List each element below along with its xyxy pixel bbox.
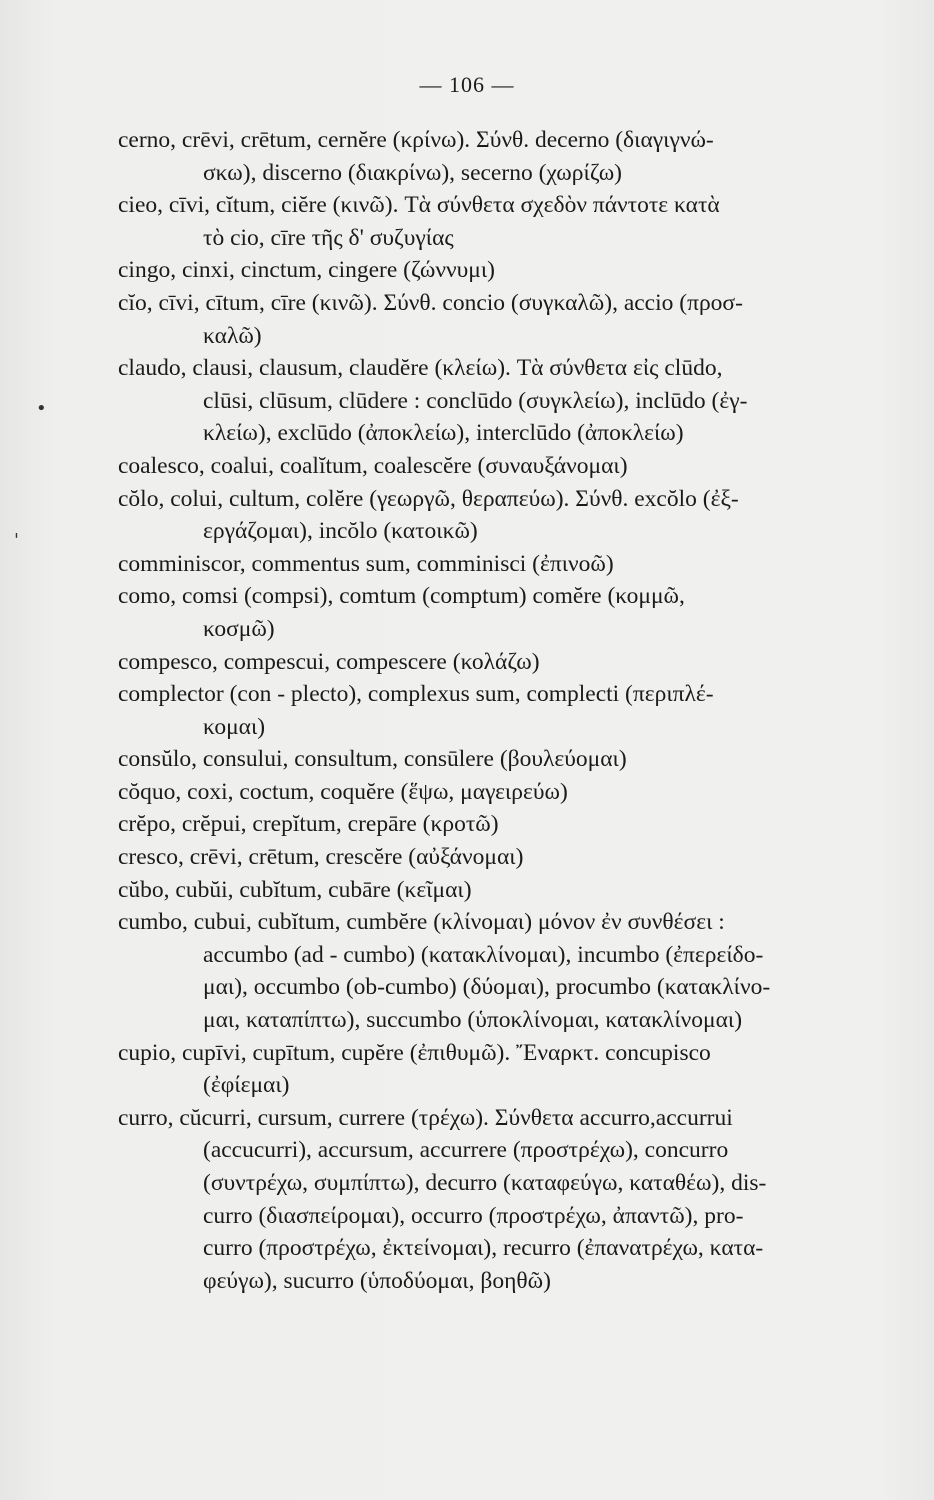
line-text: cŭbo, cubŭi, cubĭtum, cubāre (κεῖμαι) bbox=[118, 876, 472, 903]
line-text: cupio, cupīvi, cupītum, cupĕre (ἐπιθυμῶ). Ἔναρκτ. concupisco bbox=[118, 1039, 711, 1066]
line-text: consŭlo, consului, consultum, consūlere (βουλεύομαι) bbox=[118, 746, 627, 773]
line-text: (ἐφίεμαι) bbox=[203, 1072, 290, 1099]
text-line bbox=[0, 1037, 934, 1070]
text-line bbox=[0, 352, 934, 385]
margin-tick: ' bbox=[14, 530, 19, 551]
text-line bbox=[0, 1167, 934, 1200]
text-line bbox=[0, 678, 934, 711]
text-line bbox=[0, 417, 934, 450]
line-text: coalesco, coalui, coalĭtum, coalescĕre (συναυξάνομαι) bbox=[118, 452, 628, 479]
text-line bbox=[0, 515, 934, 548]
line-text: cresco, crēvi, crētum, crescĕre (αὐξάνομαι) bbox=[118, 844, 524, 871]
margin-dot: • bbox=[36, 398, 47, 419]
line-text: μαι, καταπίπτω), succumbo (ὑποκλίνομαι, κατακλίνομαι) bbox=[203, 1007, 743, 1034]
text-line bbox=[0, 580, 934, 613]
text-line bbox=[0, 613, 934, 646]
line-text: como, comsi (compsi), comtum (comptum) comĕre (κομμῶ, bbox=[118, 583, 685, 610]
text-line bbox=[0, 287, 934, 320]
text-line bbox=[0, 450, 934, 483]
text-line bbox=[0, 124, 934, 157]
line-text: curro (προστρέχω, ἐκτείνομαι), recurro (ἐπανατρέχω, κατα- bbox=[203, 1235, 764, 1262]
text-line bbox=[0, 971, 934, 1004]
line-text: comminiscor, commentus sum, comminisci (ἐπινοῶ) bbox=[118, 550, 614, 577]
line-text: compesco, compescui, compescere (κολάζω) bbox=[118, 648, 540, 675]
text-line bbox=[0, 189, 934, 222]
line-text: clūsi, clūsum, clūdere : conclūdo (συγκλείω), inclūdo (ἐγ- bbox=[203, 387, 748, 414]
line-text: μαι), occumbo (ob-cumbo) (δύομαι), procumbo (κατακλίνο- bbox=[203, 974, 771, 1001]
text-line bbox=[0, 320, 934, 353]
text-line bbox=[0, 1134, 934, 1167]
text-line bbox=[0, 1069, 934, 1102]
line-text: complector (con - plecto), complexus sum, complecti (περιπλέ- bbox=[118, 681, 714, 708]
text-body bbox=[0, 124, 934, 1297]
text-line bbox=[0, 1004, 934, 1037]
text-line bbox=[0, 841, 934, 874]
text-line bbox=[0, 1102, 934, 1135]
line-text: φεύγω), sucurro (ὑποδύομαι, βοηθῶ) bbox=[203, 1267, 551, 1294]
line-text: cumbo, cubui, cubĭtum, cumbĕre (κλίνομαι) μόνον ἐν συνθέσει : bbox=[118, 909, 725, 936]
line-text: crĕpo, crĕpui, crepĭtum, crepāre (κροτῶ) bbox=[118, 811, 499, 838]
text-line bbox=[0, 743, 934, 776]
page-number: — 106 — bbox=[419, 72, 515, 97]
text-line bbox=[0, 483, 934, 516]
line-text: claudo, clausi, clausum, claudĕre (κλείω). Τὰ σύνθετα εἰς clūdo, bbox=[118, 355, 723, 382]
line-text: καλῶ) bbox=[203, 322, 262, 349]
line-text: (accucurri), accursum, accurrere (προστρέχω), concurro bbox=[203, 1137, 729, 1164]
line-text: cŏquo, coxi, coctum, coquĕre (ἕψω, μαγειρεύω) bbox=[118, 778, 568, 805]
text-line bbox=[0, 1232, 934, 1265]
text-line bbox=[0, 808, 934, 841]
line-text: (συντρέχω, συμπίπτω), decurro (καταφεύγω, καταθέω), dis- bbox=[203, 1170, 767, 1196]
text-line bbox=[0, 711, 934, 744]
line-text: accumbo (ad - cumbo) (κατακλίνομαι), incumbo (ἐπερείδο- bbox=[203, 941, 764, 968]
line-text: curro, cŭcurri, cursum, currere (τρέχω). Σύνθετα accurro,accurrui bbox=[118, 1104, 733, 1131]
line-text: εργάζομαι), incŏlo (κατοικῶ) bbox=[203, 518, 478, 545]
text-line bbox=[0, 157, 934, 190]
line-text: cerno, crēvi, crētum, cernĕre (κρίνω). Σύνθ. decerno (διαγιγνώ- bbox=[118, 127, 714, 153]
text-line bbox=[0, 646, 934, 679]
line-text: cieo, cīvi, cĭtum, ciĕre (κινῶ). Τὰ σύνθετα σχεδὸν πάντοτε κατὰ bbox=[118, 192, 720, 219]
line-text: curro (διασπείρομαι), occurro (προστρέχω, ἀπαντῶ), pro- bbox=[203, 1202, 744, 1229]
line-text: τὸ cio, cīre τῆς δ' συζυγίας bbox=[203, 224, 454, 251]
line-text: cŏlo, colui, cultum, colĕre (γεωργῶ, θεραπεύω). Σύνθ. excŏlo (ἐξ- bbox=[118, 485, 739, 512]
text-line bbox=[0, 874, 934, 907]
text-line bbox=[0, 385, 934, 418]
text-line bbox=[0, 1200, 934, 1233]
text-line bbox=[0, 776, 934, 809]
text-line bbox=[0, 1265, 934, 1298]
line-text: cingo, cinxi, cinctum, cingere (ζώννυμι) bbox=[118, 257, 495, 284]
text-line bbox=[0, 222, 934, 255]
line-text: κλείω), exclūdo (ἀποκλείω), interclūdo (ἀποκλείω) bbox=[203, 420, 684, 447]
text-line bbox=[0, 939, 934, 972]
line-text: κοσμῶ) bbox=[203, 615, 275, 642]
line-text: cĭo, cīvi, cītum, cīre (κινῶ). Σύνθ. concio (συγκαλῶ), accio (προσ- bbox=[118, 289, 743, 316]
line-text: κομαι) bbox=[203, 713, 266, 740]
text-line bbox=[0, 906, 934, 939]
text-line bbox=[0, 548, 934, 581]
line-text: σκω), discerno (διακρίνω), secerno (χωρίζω) bbox=[203, 159, 622, 186]
text-line bbox=[0, 254, 934, 287]
